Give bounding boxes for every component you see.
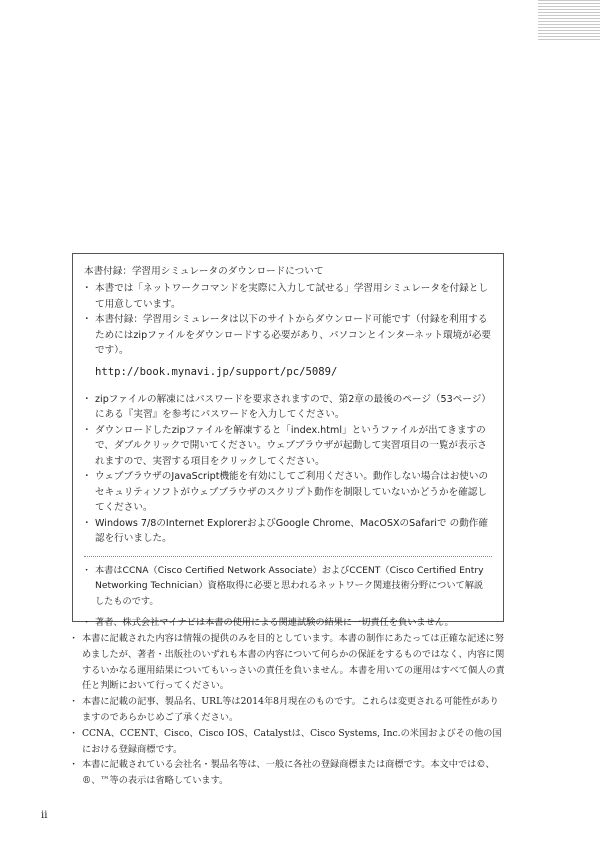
note-item: ・ CCNA、CCENT、Cisco、Cisco IOS、Catalystは、Cisco Systems, Inc.の米国およびその他の国における登録商標です。 <box>72 726 506 758</box>
appendix-download-box <box>72 253 504 628</box>
box-list-intro <box>84 281 492 359</box>
box-item: ・ 本書付録：学習用シミュレータは以下のサイトからダウンロード可能です（付録を利用するためにはzipファイルをダウンロードする必要があり、パソコンとインターネット環境が必要です）。 <box>84 312 492 359</box>
download-url-link[interactable]: http://book.mynavi.jp/support/pc/5089/ <box>95 365 338 378</box>
legal-notes <box>72 631 506 789</box>
dotted-divider <box>84 556 492 557</box>
box-item: ・ Windows 7/8のInternet ExplorerおよびGoogle Chrome、MacOSXのSafariで の動作確認を行いました。 <box>84 516 492 547</box>
note-item: ・ 本書に記載されている会社名・製品名等は、一般に各社の登録商標または商標です。本文中では©、®、™等の表示は省略しています。 <box>72 757 506 789</box>
box-item: ・ zipファイルの解凍にはパスワードを要求されますので、第2章の最後のページ（53ページ）にある『実習』を参考にパスワードを入力してください。 <box>84 392 492 423</box>
note-item: ・ 本書に記載された内容は情報の提供のみを目的としています。本書の制作にあたっては正確な記述に努めましたが、著者・出版社のいずれも本書の内容について何らかの保証をするものではなく、内容に関するいかなる運用結果についてもいっさいの責任を負いません。本書を用いての運用はすべて個人の責任と判断において行ってください。 <box>72 631 506 694</box>
page-number: ii <box>41 810 48 821</box>
box-item: ・ 本書はCCNA（Cisco Certified Network Associate）およびCCENT（Cisco Certified Entry Networking Technician）資格取得に必要と思われるネットワーク関連技術分野について解説したものです。 <box>84 563 492 610</box>
box-item: ・ ダウンロードしたzipファイルを解凍すると「index.html」というファイルが出てきますので、ダブルクリックで開いてください。ウェブブラウザが起動して実習項目の一覧が表示されますので、実習する項目をクリックしてください。 <box>84 423 492 470</box>
box-list-instructions <box>84 392 492 547</box>
box-item: ・ ウェブブラウザのJavaScript機能を有効にしてご利用ください。動作しない場合はお使いのセキュリティソフトがウェブブラウザのスクリプト動作を制限していないかどうかを確認してください。 <box>84 469 492 516</box>
note-item: ・ 本書に記載の記事、製品名、URL等は2014年8月現在のものです。これらは変更される可能性がありますのであらかじめご了承ください。 <box>72 694 506 726</box>
corner-stripes-decoration <box>538 0 600 40</box>
box-item: ・ 著者、株式会社マイナビは本書の使用による関連試験の結果に一切責任を負いません。 <box>84 615 492 631</box>
box-item: ・ 本書では「ネットワークコマンドを実際に入力して試せる」学習用シミュレータを付録として用意しています。 <box>84 281 492 312</box>
box-title: 本書付録：学習用シミュレータのダウンロードについて <box>84 266 324 277</box>
box-list-disclaimer <box>84 563 492 631</box>
